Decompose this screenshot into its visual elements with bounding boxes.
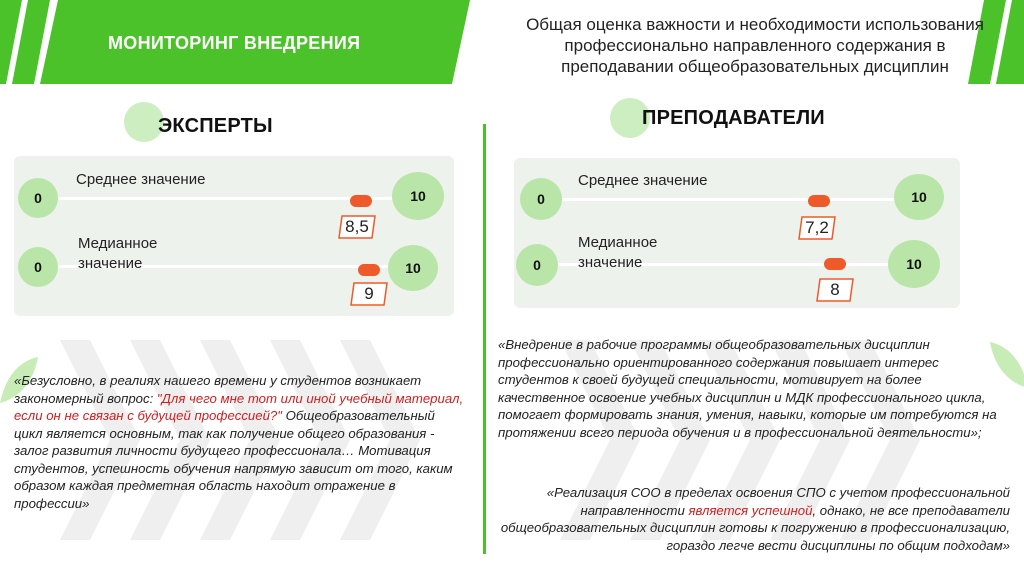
experts-median-value: 9 (350, 282, 388, 306)
experts-mean-marker (350, 195, 372, 207)
experts-mean-min: 0 (18, 178, 58, 218)
experts-mean-value: 8,5 (338, 215, 376, 239)
teachers-mean-marker (808, 195, 830, 207)
teachers-mean-value: 7,2 (798, 216, 836, 240)
teachers-median-min: 0 (516, 244, 558, 286)
experts-median-max: 10 (388, 245, 438, 291)
experts-median-min: 0 (18, 247, 58, 287)
teachers-quote-1: «Внедрение в рабочие программы общеобразовательных дисциплин профессионально ориентированного содержания повышает интерес студентов к своей будущей специальности, мотивирует на более качественное освоение учебных дисциплин и МДК профессионального цикла, помогает формировать знания, умения, навыки, которые им потребуются на протяжении всего периода обучения и в профессиональной деятельности»; (498, 337, 997, 440)
header-band (0, 0, 470, 84)
teachers-median-value: 8 (816, 278, 854, 302)
experts-title: ЭКСПЕРТЫ (158, 115, 273, 137)
teachers-title: ПРЕПОДАВАТЕЛИ (642, 107, 825, 129)
teachers-mean-scale (540, 198, 920, 201)
teachers-mean-label: Среднее значение (578, 172, 708, 189)
experts-median-label: Медианное значение (78, 235, 158, 272)
teachers-mean-min: 0 (520, 178, 562, 220)
header-label: МОНИТОРИНГ ВНЕДРЕНИЯ (108, 33, 361, 53)
teachers-median-label: Медианное значение (578, 234, 658, 271)
section-divider (483, 124, 486, 554)
teachers-quote-2: «Реализация СОО в пределах освоения СПО с учетом профессиональной направленности является успешной, однако, не все преподаватели общеобразовательных дисциплин готовы к погружению в профессионализацию, гораздо легче вести дисциплины по общим подходам» (500, 485, 1010, 553)
page-title: Общая оценка важности и необходимости использования профессионально направленного содержания в преподавании общеобразовательных дисциплин (526, 15, 984, 76)
teachers-median-marker (824, 258, 846, 270)
teachers-median-max: 10 (888, 240, 940, 288)
experts-mean-label: Среднее значение (76, 171, 206, 188)
teachers-mean-max: 10 (894, 174, 944, 220)
experts-median-marker (358, 264, 380, 276)
experts-mean-max: 10 (392, 172, 444, 220)
experts-quote: «Безусловно, в реалиях нашего времени у студентов возникает закономерный вопрос: "Для чего мне тот или иной учебный материал, если он не связан с будущей профессией?" Общеобразовательный цикл является основным, так как получение общего образования - залог развития личности будущего профессионала… Мотивация студентов, успешность обучения напрямую зависит от того, каким образом каждая предметная область находит отражение в профессии» (14, 373, 464, 511)
